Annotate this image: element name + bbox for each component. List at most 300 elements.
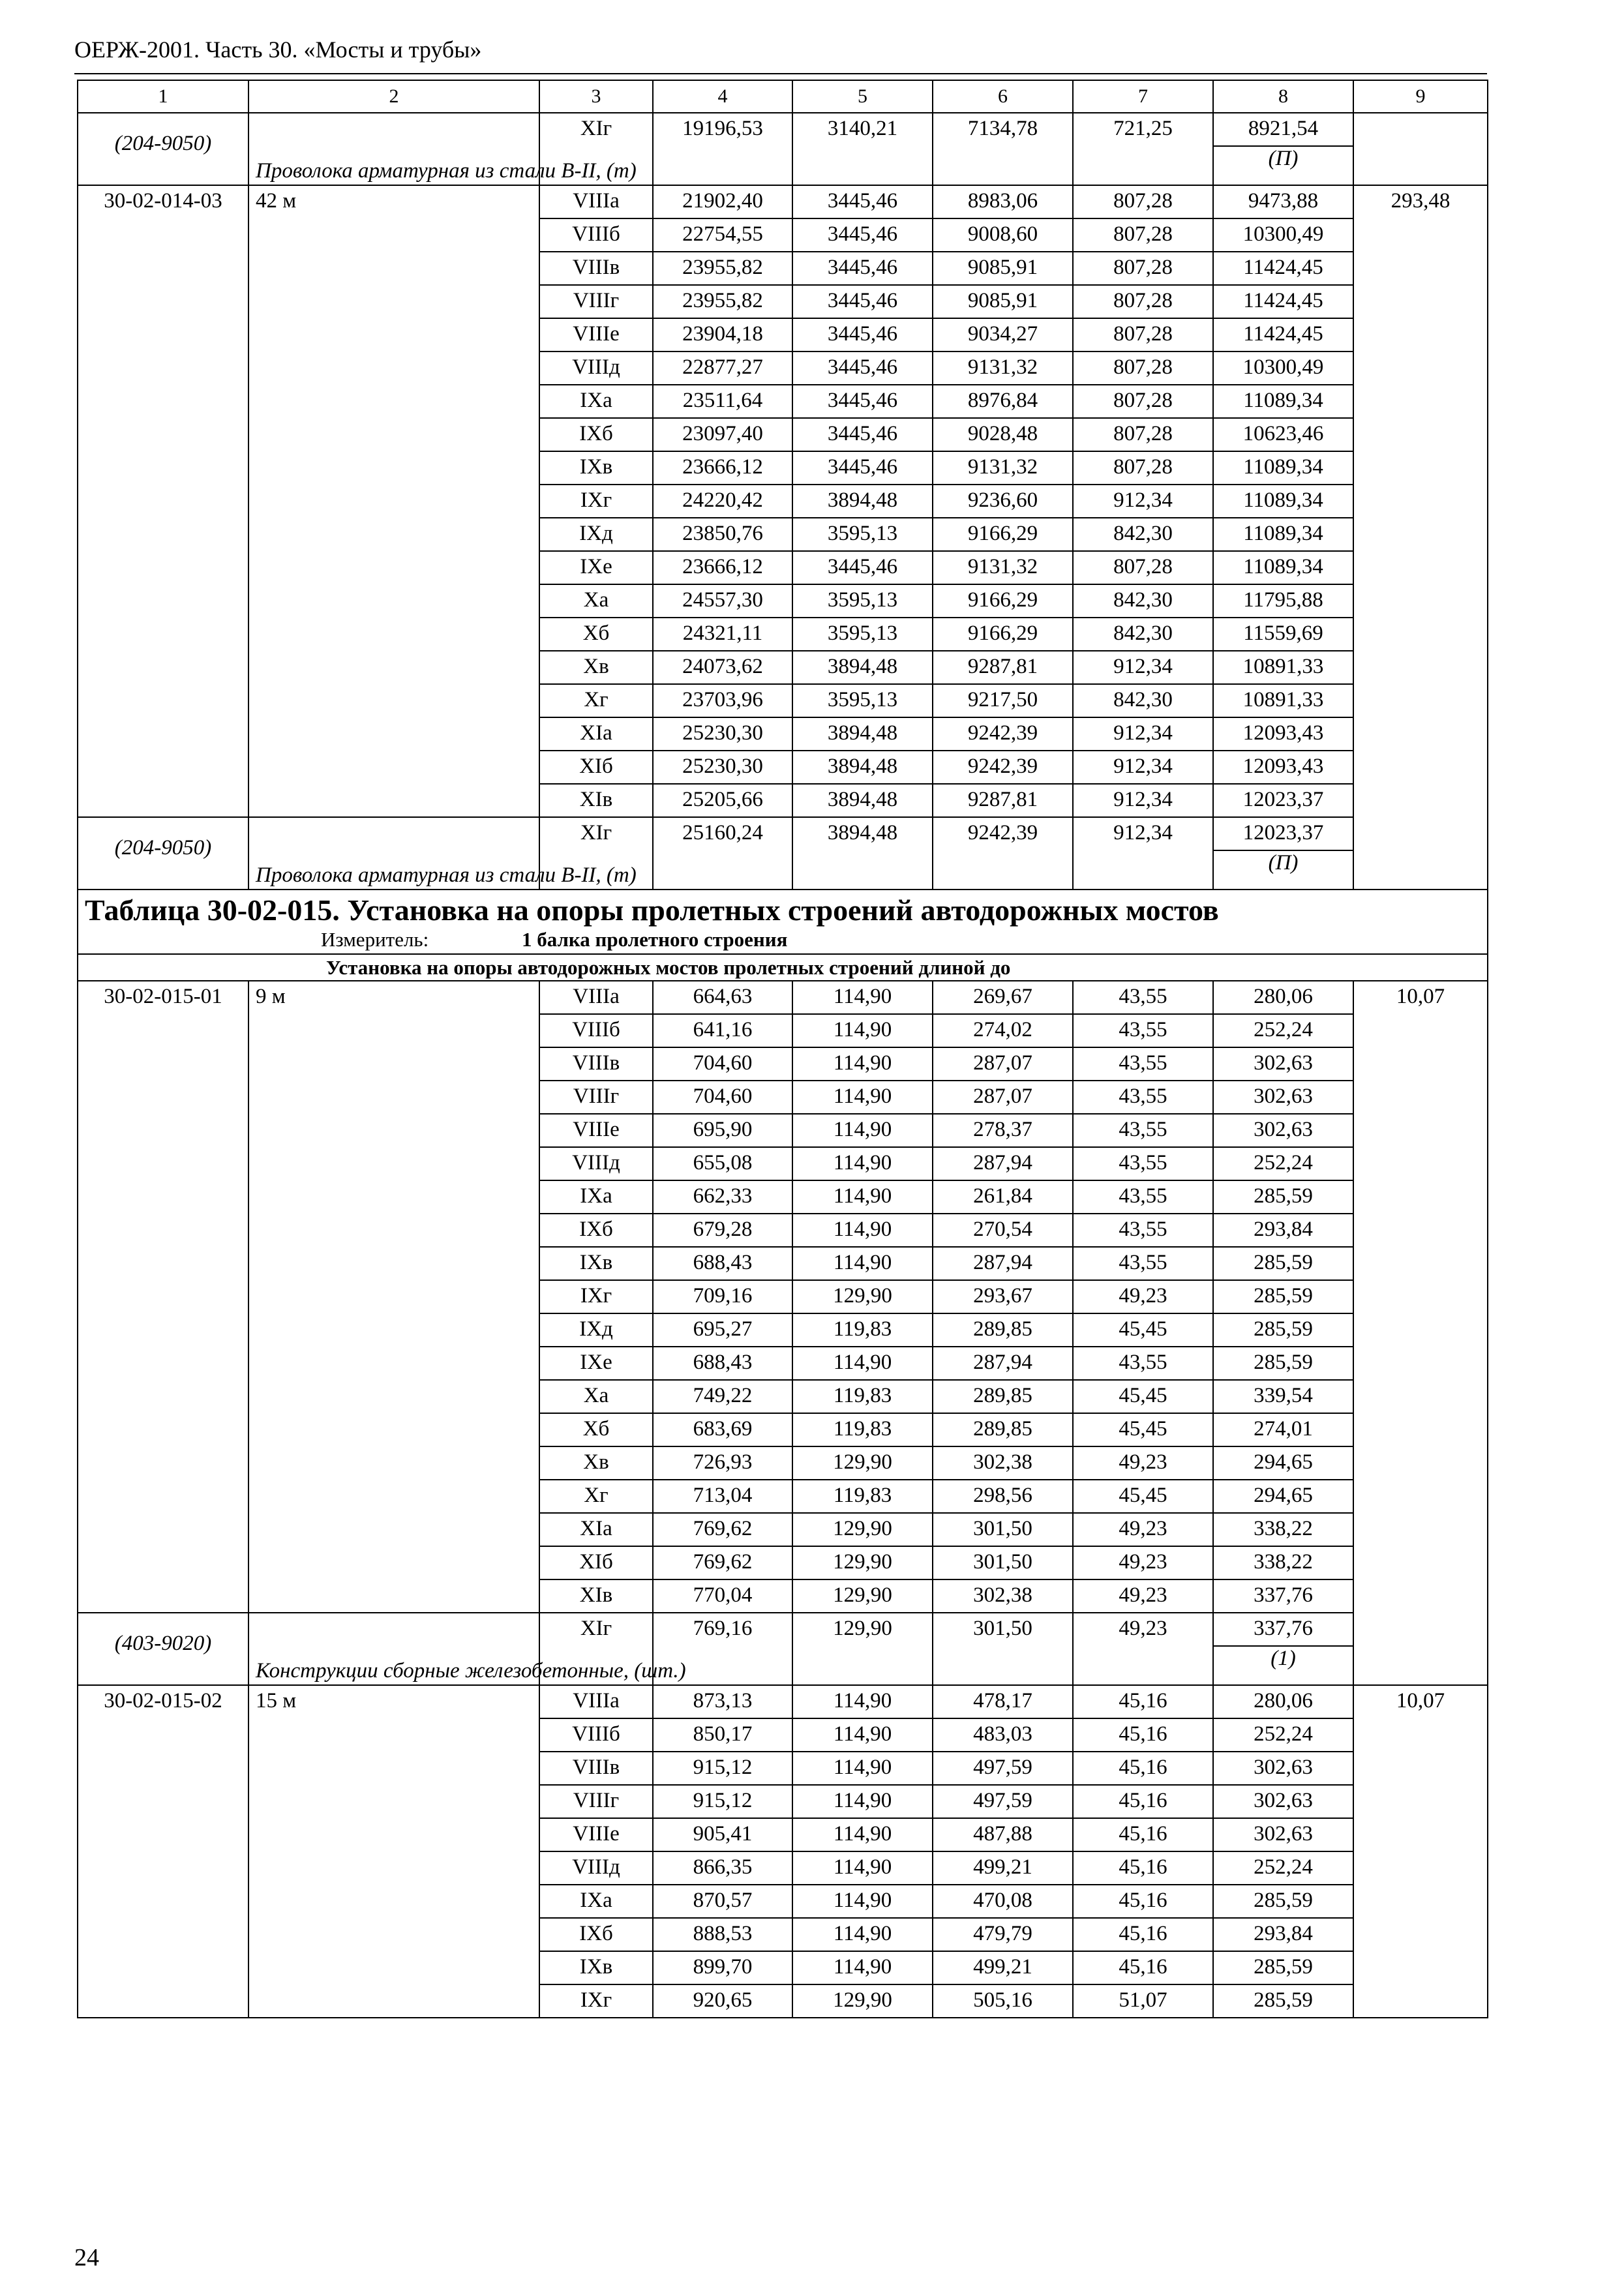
value-cell: 337,76	[1213, 1613, 1353, 1646]
value-cell: 49,23	[1073, 1280, 1213, 1313]
rate-name: 9 м	[248, 981, 539, 1613]
value-cell: 114,90	[792, 1752, 933, 1785]
value-cell: 302,38	[933, 1446, 1073, 1480]
value-cell: 43,55	[1073, 1214, 1213, 1247]
value-cell: 899,70	[653, 1951, 792, 1984]
value-cell: 3445,46	[792, 318, 933, 352]
value-cell: 695,90	[653, 1114, 792, 1147]
value-cell: 866,35	[653, 1851, 792, 1885]
value-cell: 25230,30	[653, 717, 792, 751]
value-cell: 294,65	[1213, 1480, 1353, 1513]
value-cell: 114,90	[792, 981, 933, 1014]
value-cell: 287,07	[933, 1081, 1073, 1114]
col-num: 3	[539, 80, 653, 113]
value-cell: 274,01	[1213, 1413, 1353, 1446]
zone-cell: VIIIд	[539, 1147, 653, 1180]
zone-cell: VIIIв	[539, 1752, 653, 1785]
material-name: Проволока арматурная из стали В-II, (т)	[248, 817, 539, 890]
value-cell: 9287,81	[933, 784, 1073, 817]
value-cell: 769,62	[653, 1513, 792, 1546]
value-cell: 12093,43	[1213, 751, 1353, 784]
value-cell: 912,34	[1073, 651, 1213, 684]
value-cell: 912,34	[1073, 784, 1213, 817]
value-cell: 285,59	[1213, 1984, 1353, 2018]
value-cell: 114,90	[792, 1951, 933, 1984]
value-cell: 11424,45	[1213, 285, 1353, 318]
value-cell: 114,90	[792, 1851, 933, 1885]
value-cell: 119,83	[792, 1380, 933, 1413]
material-qty: (П)	[1213, 850, 1353, 890]
value-cell: 25160,24	[653, 817, 792, 890]
value-cell: 915,12	[653, 1752, 792, 1785]
column-numbers-row	[78, 80, 1488, 113]
value-cell: 9242,39	[933, 817, 1073, 890]
value-cell: 470,08	[933, 1885, 1073, 1918]
value-cell: 713,04	[653, 1480, 792, 1513]
value-cell: 270,54	[933, 1214, 1073, 1247]
value-cell: 807,28	[1073, 551, 1213, 584]
zone-cell: Xг	[539, 1480, 653, 1513]
value-cell: 3445,46	[792, 185, 933, 218]
value-cell: 3445,46	[792, 418, 933, 451]
value-cell: 43,55	[1073, 1014, 1213, 1047]
value-cell: 688,43	[653, 1347, 792, 1380]
last-col-value: 10,07	[1353, 981, 1488, 1685]
value-cell: 912,34	[1073, 717, 1213, 751]
value-cell: 770,04	[653, 1579, 792, 1613]
value-cell: 302,63	[1213, 1047, 1353, 1081]
page-number: 24	[74, 2244, 99, 2271]
material-code-text: (403-9020)	[114, 1632, 212, 1655]
table-row	[78, 817, 1488, 850]
zone-cell: IXг	[539, 1280, 653, 1313]
value-cell: 114,90	[792, 1114, 933, 1147]
zone-cell: VIIIе	[539, 1114, 653, 1147]
value-cell: 3445,46	[792, 218, 933, 252]
value-cell: 11089,34	[1213, 385, 1353, 418]
value-cell: 23666,12	[653, 451, 792, 485]
material-code	[78, 817, 248, 890]
value-cell: 114,90	[792, 1918, 933, 1951]
value-cell: 114,90	[792, 1818, 933, 1851]
value-cell: 10623,46	[1213, 418, 1353, 451]
value-cell: 905,41	[653, 1818, 792, 1851]
value-cell: 9085,91	[933, 252, 1073, 285]
zone-cell: VIIIа	[539, 185, 653, 218]
value-cell: 119,83	[792, 1480, 933, 1513]
value-cell: 45,16	[1073, 1785, 1213, 1818]
value-cell: 11424,45	[1213, 252, 1353, 285]
table-row	[78, 981, 1488, 1014]
value-cell: 3445,46	[792, 451, 933, 485]
zone-cell: IXв	[539, 1951, 653, 1984]
value-cell: 11795,88	[1213, 584, 1353, 618]
value-cell: 43,55	[1073, 1081, 1213, 1114]
value-cell: 912,34	[1073, 485, 1213, 518]
value-cell: 49,23	[1073, 1579, 1213, 1613]
value-cell: 769,16	[653, 1613, 792, 1685]
value-cell: 293,84	[1213, 1214, 1353, 1247]
value-cell: 12023,37	[1213, 817, 1353, 850]
value-cell: 3445,46	[792, 551, 933, 584]
value-cell: 45,45	[1073, 1313, 1213, 1347]
zone-cell: IXб	[539, 1214, 653, 1247]
value-cell: 23511,64	[653, 385, 792, 418]
value-cell: 49,23	[1073, 1446, 1213, 1480]
value-cell: 807,28	[1073, 451, 1213, 485]
section-title: Установка на опоры автодорожных мостов пролетных строений длиной до	[326, 956, 1011, 979]
value-cell: 9028,48	[933, 418, 1073, 451]
value-cell: 9236,60	[933, 485, 1073, 518]
value-cell: 12093,43	[1213, 717, 1353, 751]
value-cell: 497,59	[933, 1785, 1073, 1818]
value-cell: 8976,84	[933, 385, 1073, 418]
value-cell: 870,57	[653, 1885, 792, 1918]
value-cell: 302,63	[1213, 1752, 1353, 1785]
value-cell: 23097,40	[653, 418, 792, 451]
value-cell: 49,23	[1073, 1613, 1213, 1685]
value-cell: 24220,42	[653, 485, 792, 518]
value-cell: 45,45	[1073, 1380, 1213, 1413]
value-cell: 43,55	[1073, 1047, 1213, 1081]
value-cell: 9166,29	[933, 518, 1073, 551]
col-num: 6	[933, 80, 1073, 113]
value-cell: 338,22	[1213, 1546, 1353, 1579]
value-cell: 119,83	[792, 1413, 933, 1446]
value-cell: 10891,33	[1213, 651, 1353, 684]
value-cell: 505,16	[933, 1984, 1073, 2018]
zone-cell: IXб	[539, 1918, 653, 1951]
value-cell: 289,85	[933, 1313, 1073, 1347]
value-cell: 114,90	[792, 1047, 933, 1081]
zone-cell: Xг	[539, 684, 653, 717]
value-cell: 49,23	[1073, 1546, 1213, 1579]
value-cell: 43,55	[1073, 1147, 1213, 1180]
value-cell: 3445,46	[792, 352, 933, 385]
value-cell: 45,45	[1073, 1480, 1213, 1513]
value-cell: 807,28	[1073, 185, 1213, 218]
zone-cell: VIIIб	[539, 1014, 653, 1047]
value-cell: 9166,29	[933, 584, 1073, 618]
zone-cell: VIIIг	[539, 1081, 653, 1114]
value-cell: 285,59	[1213, 1180, 1353, 1214]
value-cell: 9217,50	[933, 684, 1073, 717]
value-cell: 274,02	[933, 1014, 1073, 1047]
value-cell: 9473,88	[1213, 185, 1353, 218]
value-cell: 487,88	[933, 1818, 1073, 1851]
material-code-text: (204-9050)	[114, 132, 212, 155]
zone-cell: XIг	[539, 113, 653, 185]
value-cell: 45,16	[1073, 1918, 1213, 1951]
value-cell: 3595,13	[792, 518, 933, 551]
value-cell: 3894,48	[792, 817, 933, 890]
material-qty: (1)	[1213, 1646, 1353, 1685]
value-cell: 289,85	[933, 1413, 1073, 1446]
table-title-row	[78, 890, 1488, 954]
value-cell: 129,90	[792, 1513, 933, 1546]
value-cell: 3595,13	[792, 584, 933, 618]
col-num: 4	[653, 80, 792, 113]
value-cell: 807,28	[1073, 252, 1213, 285]
value-cell: 11424,45	[1213, 318, 1353, 352]
value-cell: 912,34	[1073, 817, 1213, 890]
value-cell: 7134,78	[933, 113, 1073, 185]
value-cell: 285,59	[1213, 1951, 1353, 1984]
value-cell: 807,28	[1073, 385, 1213, 418]
value-cell: 287,94	[933, 1247, 1073, 1280]
value-cell: 45,45	[1073, 1413, 1213, 1446]
value-cell: 3894,48	[792, 751, 933, 784]
value-cell: 339,54	[1213, 1380, 1353, 1413]
zone-cell: XIг	[539, 817, 653, 890]
value-cell: 664,63	[653, 981, 792, 1014]
zone-cell: VIIIг	[539, 285, 653, 318]
rate-code: 30-02-015-01	[78, 981, 248, 1613]
value-cell: 479,79	[933, 1918, 1073, 1951]
zone-cell: XIг	[539, 1613, 653, 1685]
value-cell: 3445,46	[792, 252, 933, 285]
value-cell: 338,22	[1213, 1513, 1353, 1546]
value-cell: 302,38	[933, 1579, 1073, 1613]
zone-cell: IXе	[539, 1347, 653, 1380]
value-cell: 302,63	[1213, 1081, 1353, 1114]
zone-cell: XIа	[539, 1513, 653, 1546]
zone-cell: IXв	[539, 1247, 653, 1280]
value-cell: 49,23	[1073, 1513, 1213, 1546]
zone-cell: IXа	[539, 1885, 653, 1918]
rate-name: 15 м	[248, 1685, 539, 2018]
value-cell: 695,27	[653, 1313, 792, 1347]
value-cell: 298,56	[933, 1480, 1073, 1513]
material-code	[78, 1613, 248, 1685]
col-num: 7	[1073, 80, 1213, 113]
last-col-value	[1353, 113, 1488, 185]
value-cell: 337,76	[1213, 1579, 1353, 1613]
value-cell: 11559,69	[1213, 618, 1353, 651]
zone-cell: VIIIг	[539, 1785, 653, 1818]
header-rule	[74, 73, 1487, 74]
value-cell: 21902,40	[653, 185, 792, 218]
value-cell: 3894,48	[792, 651, 933, 684]
value-cell: 709,16	[653, 1280, 792, 1313]
value-cell: 119,83	[792, 1313, 933, 1347]
value-cell: 920,65	[653, 1984, 792, 2018]
value-cell: 23850,76	[653, 518, 792, 551]
value-cell: 842,30	[1073, 618, 1213, 651]
value-cell: 11089,34	[1213, 518, 1353, 551]
value-cell: 129,90	[792, 1446, 933, 1480]
value-cell: 287,07	[933, 1047, 1073, 1081]
value-cell: 22754,55	[653, 218, 792, 252]
value-cell: 45,16	[1073, 1685, 1213, 1718]
value-cell: 114,90	[792, 1785, 933, 1818]
value-cell: 12023,37	[1213, 784, 1353, 817]
value-cell: 301,50	[933, 1546, 1073, 1579]
value-cell: 45,16	[1073, 1951, 1213, 1984]
value-cell: 114,90	[792, 1885, 933, 1918]
value-cell: 726,93	[653, 1446, 792, 1480]
table-row	[78, 1685, 1488, 1718]
value-cell: 43,55	[1073, 1180, 1213, 1214]
value-cell: 842,30	[1073, 584, 1213, 618]
value-cell: 45,16	[1073, 1718, 1213, 1752]
zone-cell: VIIIа	[539, 981, 653, 1014]
zone-cell: IXд	[539, 518, 653, 551]
value-cell: 114,90	[792, 1014, 933, 1047]
value-cell: 129,90	[792, 1613, 933, 1685]
value-cell: 499,21	[933, 1851, 1073, 1885]
value-cell: 285,59	[1213, 1280, 1353, 1313]
section-row	[78, 954, 1488, 981]
value-cell: 114,90	[792, 1147, 933, 1180]
value-cell: 679,28	[653, 1214, 792, 1247]
value-cell: 478,17	[933, 1685, 1073, 1718]
value-cell: 807,28	[1073, 352, 1213, 385]
value-cell: 683,69	[653, 1413, 792, 1446]
zone-cell: IXг	[539, 1984, 653, 2018]
value-cell: 9085,91	[933, 285, 1073, 318]
zone-cell: XIб	[539, 1546, 653, 1579]
value-cell: 114,90	[792, 1718, 933, 1752]
value-cell: 45,16	[1073, 1818, 1213, 1851]
value-cell: 10300,49	[1213, 352, 1353, 385]
value-cell: 25205,66	[653, 784, 792, 817]
value-cell: 3894,48	[792, 784, 933, 817]
value-cell: 9166,29	[933, 618, 1073, 651]
value-cell: 497,59	[933, 1752, 1073, 1785]
zone-cell: Xа	[539, 1380, 653, 1413]
value-cell: 873,13	[653, 1685, 792, 1718]
value-cell: 285,59	[1213, 1347, 1353, 1380]
value-cell: 10300,49	[1213, 218, 1353, 252]
value-cell: 285,59	[1213, 1247, 1353, 1280]
value-cell: 23955,82	[653, 285, 792, 318]
value-cell: 45,16	[1073, 1885, 1213, 1918]
value-cell: 24073,62	[653, 651, 792, 684]
zone-cell: Xб	[539, 618, 653, 651]
value-cell: 3894,48	[792, 717, 933, 751]
rate-code: 30-02-014-03	[78, 185, 248, 817]
material-code	[78, 113, 248, 185]
value-cell: 23703,96	[653, 684, 792, 717]
table-title-cell	[78, 890, 1488, 954]
value-cell: 45,16	[1073, 1752, 1213, 1785]
value-cell: 499,21	[933, 1951, 1073, 1984]
zone-cell: VIIIе	[539, 318, 653, 352]
value-cell: 25230,30	[653, 751, 792, 784]
section-cell	[78, 954, 1488, 981]
value-cell: 252,24	[1213, 1718, 1353, 1752]
value-cell: 23904,18	[653, 318, 792, 352]
value-cell: 285,59	[1213, 1313, 1353, 1347]
value-cell: 807,28	[1073, 418, 1213, 451]
value-cell: 9287,81	[933, 651, 1073, 684]
value-cell: 22877,27	[653, 352, 792, 385]
value-cell: 24557,30	[653, 584, 792, 618]
value-cell: 483,03	[933, 1718, 1073, 1752]
zone-cell: IXб	[539, 418, 653, 451]
value-cell: 301,50	[933, 1513, 1073, 1546]
material-code-text: (204-9050)	[114, 836, 212, 860]
zone-cell: IXа	[539, 1180, 653, 1214]
value-cell: 289,85	[933, 1380, 1073, 1413]
value-cell: 19196,53	[653, 113, 792, 185]
value-cell: 9131,32	[933, 551, 1073, 584]
zone-cell: Xа	[539, 584, 653, 618]
value-cell: 23666,12	[653, 551, 792, 584]
zone-cell: VIIIб	[539, 1718, 653, 1752]
value-cell: 704,60	[653, 1047, 792, 1081]
value-cell: 8921,54	[1213, 113, 1353, 146]
value-cell: 129,90	[792, 1984, 933, 2018]
zone-cell: VIIIв	[539, 252, 653, 285]
table-row	[78, 113, 1488, 146]
value-cell: 280,06	[1213, 1685, 1353, 1718]
value-cell: 749,22	[653, 1380, 792, 1413]
zone-cell: VIIIд	[539, 1851, 653, 1885]
value-cell: 662,33	[653, 1180, 792, 1214]
measure-line	[78, 929, 1487, 953]
value-cell: 850,17	[653, 1718, 792, 1752]
col-num: 5	[792, 80, 933, 113]
table-title: Таблица 30-02-015. Установка на опоры пролетных строений автодорожных мостов	[85, 893, 1219, 927]
zone-cell: VIIIе	[539, 1818, 653, 1851]
value-cell: 301,50	[933, 1613, 1073, 1685]
value-cell: 769,62	[653, 1546, 792, 1579]
value-cell: 888,53	[653, 1918, 792, 1951]
value-cell: 129,90	[792, 1280, 933, 1313]
value-cell: 9242,39	[933, 717, 1073, 751]
zone-cell: IXв	[539, 451, 653, 485]
table-row	[78, 185, 1488, 218]
value-cell: 302,63	[1213, 1785, 1353, 1818]
value-cell: 807,28	[1073, 318, 1213, 352]
col-num: 9	[1353, 80, 1488, 113]
value-cell: 11089,34	[1213, 451, 1353, 485]
value-cell: 23955,82	[653, 252, 792, 285]
value-cell: 43,55	[1073, 1347, 1213, 1380]
value-cell: 9034,27	[933, 318, 1073, 352]
zone-cell: IXд	[539, 1313, 653, 1347]
value-cell: 10891,33	[1213, 684, 1353, 717]
zone-cell: VIIIа	[539, 1685, 653, 1718]
value-cell: 278,37	[933, 1114, 1073, 1147]
value-cell: 114,90	[792, 1685, 933, 1718]
value-cell: 3595,13	[792, 618, 933, 651]
value-cell: 3140,21	[792, 113, 933, 185]
value-cell: 8983,06	[933, 185, 1073, 218]
value-cell: 302,63	[1213, 1818, 1353, 1851]
value-cell: 641,16	[653, 1014, 792, 1047]
last-col-value: 10,07	[1353, 1685, 1488, 2018]
value-cell: 43,55	[1073, 1114, 1213, 1147]
zone-cell: IXе	[539, 551, 653, 584]
value-cell: 293,67	[933, 1280, 1073, 1313]
rates-table	[77, 80, 1488, 2018]
value-cell: 294,65	[1213, 1446, 1353, 1480]
value-cell: 252,24	[1213, 1147, 1353, 1180]
value-cell: 261,84	[933, 1180, 1073, 1214]
value-cell: 293,84	[1213, 1918, 1353, 1951]
value-cell: 285,59	[1213, 1885, 1353, 1918]
value-cell: 114,90	[792, 1180, 933, 1214]
value-cell: 114,90	[792, 1214, 933, 1247]
col-num: 8	[1213, 80, 1353, 113]
running-header: ОЕРЖ-2001. Часть 30. «Мосты и трубы»	[74, 37, 482, 63]
zone-cell: XIа	[539, 717, 653, 751]
zone-cell: Xв	[539, 651, 653, 684]
value-cell: 3445,46	[792, 285, 933, 318]
